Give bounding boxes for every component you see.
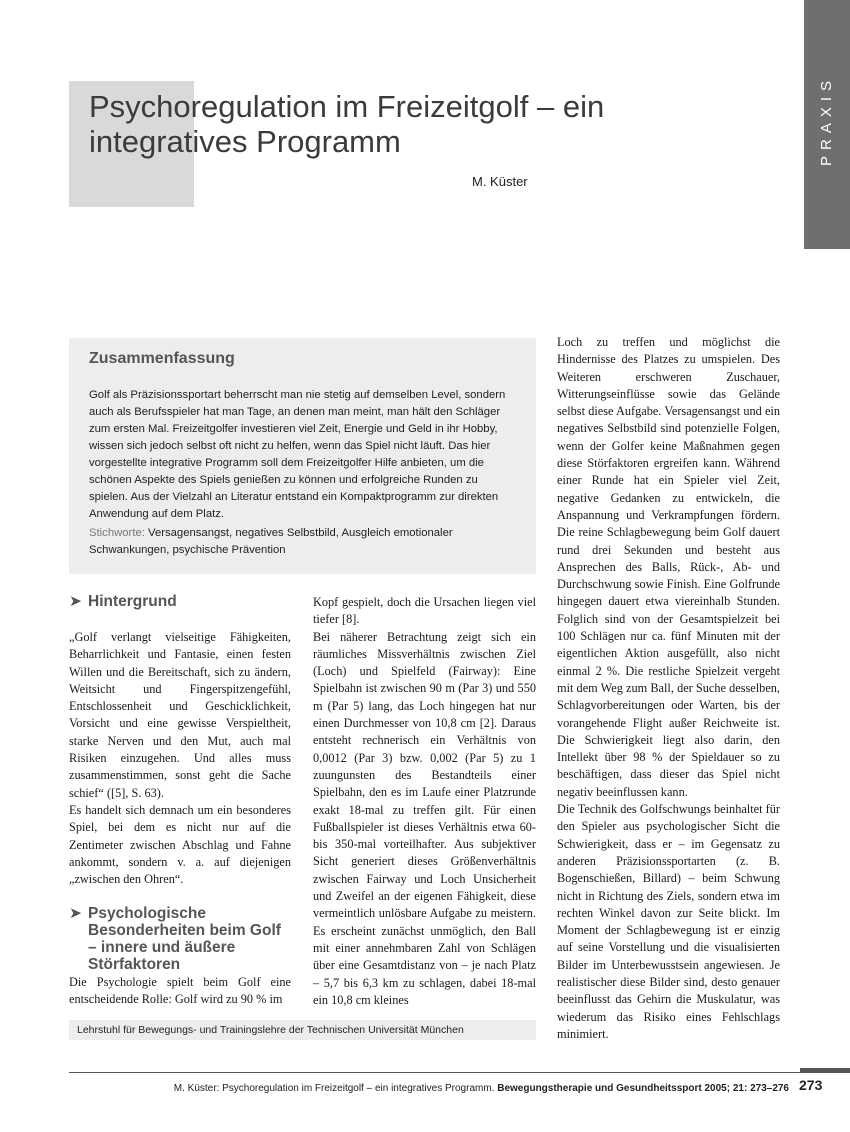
section-heading-psychology	[69, 905, 291, 973]
column-2-text	[313, 594, 536, 1009]
arrow-icon: ➤	[69, 905, 82, 922]
footer-mark	[800, 1068, 850, 1073]
section-heading-background	[69, 593, 291, 610]
paragraph: Bei näherer Betrachtung zeigt sich ein räumliches Missverhältnis zwischen Ziel (Loch) und Spielfeld (Fairway): Eine Spielbahn ist zwischen 90 m (Par 3) und 550 m (Par 5) lang, das Loch hingegen hat nur einen Durchmesser von 10,8 cm [2]. Daraus entsteht rechnerisch ein Verhältnis von 0,0012 (Par 3) bzw. 0,002 (Par 5) zu 1 zuungunsten des Bestandteils einer Spielbahn, den es im Laufe einer Platzrunde exakt 18-mal zu treffen gilt. Für einen Fußballspieler ist dieses Verhältnis etwa 60- bis 350-mal vorteilhafter. Aus subjektiver Sicht generiert dieses Größenverhältnis zwischen Fairway und Loch Unsicherheit und Zweifel an der eigenen Fähigkeit, diese vermeintlich unlösbare Aufgabe zu meistern. Es erscheint zunächst unmöglich, den Ball mit einer annehmbaren Zahl von Schlägen über eine Gesamtdistanz von – je nach Platz – 5,7 bis 6,3 km zu schlagen, dabei 18-mal ein 10,8 cm kleines	[313, 629, 536, 1007]
background-text	[69, 629, 291, 888]
footer-citation	[174, 1083, 789, 1094]
column-3-text	[557, 334, 780, 1043]
arrow-icon: ➤	[69, 593, 82, 610]
paragraph: „Golf verlangt vielseitige Fähigkeiten, Beharrlichkeit und Fantasie, einen festen Willen und die Bereitschaft, sich zu ändern, Weitsicht und Fingerspitzengefühl, Entschlossenheit und Geschicklichkeit, Vorsicht und eine gewisse Verspieltheit, starke Nerven und den Mut, auch mal Risiken einzugehen. Und alles muss zusammenstimmen, sonst geht die Sache schief“ ([5], S. 63).	[69, 630, 291, 800]
paragraph: Loch zu treffen und möglichst die Hindernisse des Platzes zu umspielen. Des Weiteren erschweren Zuschauer, Witterungseinflüsse sowie das Gelände selbst diese Aufgabe. Versagensangst und ein negatives Selbstbild sind potenzielle Folgen, wenn der Golfer keine Maßnahmen gegen diese Störfaktoren ergreifen kann. Während einer Runde hat ein Spieler viel Zeit, negative Gedanken zu entwickeln, die Anspannung und Verkrampfungen fördern. Die reine Schlagbewegung beim Golf dauert rund drei Sekunden und besteht aus Ansprechen des Balls, Rück-, Ab- und Durchschwung sowie Finish. Eine Golfrunde hingegen dauert etwa viereinhalb Stunden. Folglich sind von der Gesamtspielzeit bei 100 Schlägen nur ca. fünf Minuten mit der eigentlichen Aktion ausgefüllt, also nicht einmal 2 %. Die restliche Spielzeit vergeht mit dem Weg zum Ball, der Suche desselben, Schlagvorbereitungen oder Warten, bis der vorangehende Flight außer Reichweite ist. Die Schwierigkeit liegt also darin, den Intellekt über 98 % der Spieldauer so zu beschäftigen, dass dieser das Spiel nicht negativ beeinflussen kann.	[557, 335, 780, 799]
page-number: 273	[799, 1077, 823, 1093]
keywords-text: Versagensangst, negatives Selbstbild, Ausgleich emotionaler Schwankungen, psychische Prävention	[89, 527, 453, 556]
section-tab-label: PRAXIS	[818, 74, 836, 166]
abstract-heading: Zusammenfassung	[89, 350, 235, 367]
footer-citation-text: M. Küster: Psychoregulation im Freizeitgolf – ein integratives Programm.	[173, 1083, 495, 1094]
abstract-box	[69, 338, 536, 574]
footer-journal: Bewegungstherapie und Gesundheitssport 2005; 21: 273–276	[497, 1083, 789, 1094]
paragraph: Die Psychologie spielt beim Golf eine entscheidende Rolle: Golf wird zu 90 % im	[69, 975, 291, 1007]
article-author: M. Küster	[472, 174, 528, 189]
affiliation-bar	[69, 1020, 536, 1040]
section-tab	[804, 0, 850, 249]
paragraph: Es handelt sich demnach um ein besonderes Spiel, bei dem es nicht nur auf die Zentimeter zwischen Abschlag und Fahne ankommt, sondern v. a. auf diejenigen „zwischen den Ohren“.	[69, 802, 291, 887]
abstract-text: Golf als Präzisionssportart beherrscht man nie stetig auf demselben Level, sondern auch als Berufsspieler hat man Tage, an denen man meint, man hält den Schläger zum ersten Mal. Freizeitgolfer investieren viel Zeit, Energie und Geld in ihr Hobby, wissen sich jedoch selbst oft nicht zu helfen, wenn das Spiel nicht läuft. Das hier vorgestellte integrative Programm soll dem Freizeitgolfer Hilfe anbieten, um die schönen Aspekte des Spiels genießen zu können und erfolgreiche Runden zu spielen. Aus der Vielzahl an Literatur entstand ein Kompaktprogramm zur direkten Anwendung auf dem Platz.	[89, 389, 506, 520]
section-heading-text: Hintergrund	[88, 593, 177, 610]
keywords-label: Stichworte:	[89, 527, 145, 539]
section-heading-text: Psychologische Besonderheiten beim Golf – innere und äußere Störfaktoren	[88, 905, 281, 973]
article-title: Psychoregulation im Freizeitgolf – ein integratives Programm	[89, 89, 605, 159]
paragraph: Kopf gespielt, doch die Ursachen liegen viel tiefer [8].	[313, 595, 536, 627]
psychology-text	[69, 974, 291, 1009]
keywords	[89, 525, 519, 559]
footer-rule	[69, 1072, 849, 1073]
paragraph: Die Technik des Golfschwungs beinhaltet für den Spieler aus psychologischer Sicht die Schwierigkeit, dass er – im Gegensatz zu anderen Präzisionssportarten (z. B. Bogenschießen, Billard) – beim Schwung nicht in Richtung des Ziels, sondern etwa im rechten Winkel davon zur Seite blickt. Im Moment der Schlagbewegung ist er einzig auf seine Vorstellung und die visualisierten Bilder im Unterbewusstsein angewiesen. Je realistischer diese Bilder sind, desto genauer beeinflusst das Gehirn die Muskulatur, was wiederum das Risiko eines Fehlschlags minimiert.	[557, 802, 780, 1041]
affiliation-text: Lehrstuhl für Bewegungs- und Trainingslehre der Technischen Universität München	[77, 1024, 464, 1036]
